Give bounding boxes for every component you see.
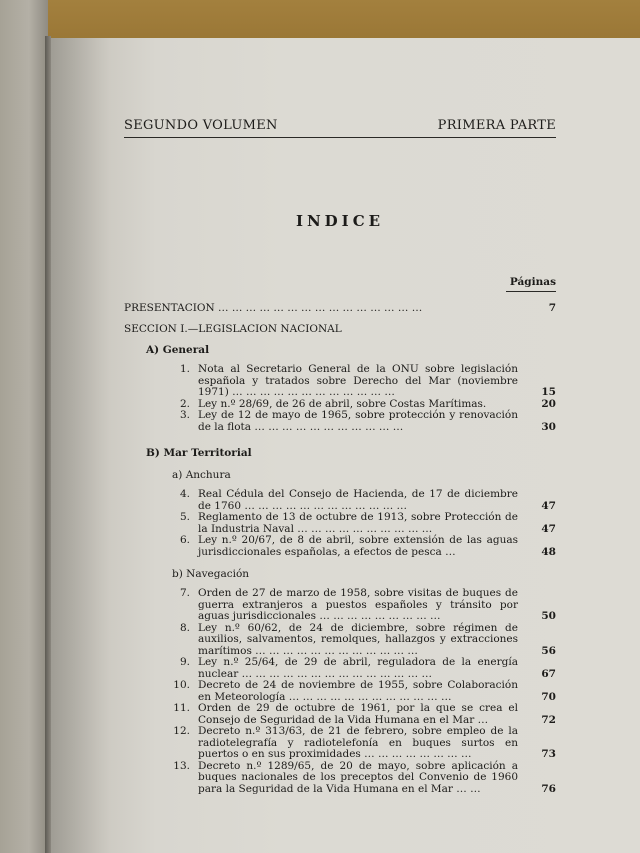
toc-entry bbox=[124, 657, 556, 680]
entries-anchura bbox=[124, 489, 556, 558]
entry-text: Decreto n.º 313/63, de 21 de febrero, sobre empleo de la radiotelegrafía y radiotelefonía en buques surtos en puertos o en sus proximidades … … … … … … … … bbox=[198, 725, 518, 760]
entry-page: 73 bbox=[541, 748, 556, 760]
entry-number: 7. bbox=[179, 587, 190, 599]
entry-number: 6. bbox=[179, 534, 190, 546]
toc-entry-presentacion bbox=[124, 302, 556, 314]
entry-page: 67 bbox=[541, 667, 556, 680]
subgroup-heading-anchura: a) Anchura bbox=[172, 469, 231, 481]
entry-number: 1. bbox=[179, 363, 190, 375]
subgroup-heading-navegacion: b) Navegación bbox=[172, 568, 250, 580]
group-heading-mar-territorial: B) Mar Territorial bbox=[146, 447, 252, 459]
entry-page: 50 bbox=[541, 610, 556, 622]
toc-entry bbox=[124, 623, 556, 658]
entry-number: 5. bbox=[179, 511, 190, 523]
running-head-right: PRIMERA PARTE bbox=[437, 118, 556, 133]
entry-page: 47 bbox=[541, 499, 556, 512]
section-heading: SECCION I.—LEGISLACION NACIONAL bbox=[124, 323, 342, 335]
toc-entry bbox=[124, 410, 556, 433]
toc-entry bbox=[124, 489, 556, 512]
entry-page: 47 bbox=[541, 522, 556, 535]
running-head bbox=[124, 118, 556, 138]
entry-text: Ley de 12 de mayo de 1965, sobre protección y renovación de la flota … … … … … … … … … … … bbox=[198, 409, 518, 433]
entry-page: 48 bbox=[541, 545, 556, 558]
entry-number: 11. bbox=[173, 702, 190, 714]
entries-navegacion bbox=[124, 588, 556, 795]
table-surface bbox=[0, 0, 640, 40]
group-heading-general: A) General bbox=[146, 344, 210, 356]
page-title: INDICE bbox=[295, 212, 385, 230]
entry-number: 8. bbox=[179, 621, 190, 634]
entry-page: 15 bbox=[541, 386, 556, 398]
page-shadow bbox=[50, 38, 110, 853]
entry-page: 20 bbox=[541, 397, 556, 410]
book-gutter bbox=[45, 36, 51, 853]
toc-entry bbox=[124, 703, 556, 726]
entry-number: 2. bbox=[179, 397, 190, 410]
entry-page: 56 bbox=[541, 644, 556, 657]
entry-text: Decreto de 24 de noviembre de 1955, sobre Colaboración en Meteorología … … … … … … … … … … … … bbox=[198, 679, 518, 703]
entry-text: Orden de 29 de octubre de 1961, por la que se crea el Consejo de Seguridad de la Vida Humana en el Mar … bbox=[198, 702, 518, 726]
entry-text: Nota al Secretario General de la ONU sobre legislación española y tratados sobre Derecho del Mar (noviembre 1971) … … … … … … … … … … … … bbox=[198, 363, 518, 398]
toc-entry bbox=[124, 535, 556, 558]
left-page bbox=[0, 0, 48, 853]
entry-text: PRESENTACION … … … … … … … … … … … … … … … bbox=[124, 302, 423, 314]
entry-number: 10. bbox=[173, 679, 190, 691]
entry-number: 9. bbox=[179, 656, 190, 668]
toc-entry bbox=[124, 364, 556, 399]
entry-text: Ley n.º 28/69, de 26 de abril, sobre Costas Marítimas. bbox=[198, 397, 487, 410]
entry-number: 13. bbox=[173, 759, 190, 772]
entry-text: Ley n.º 25/64, de 29 de abril, reguladora de la energía nuclear … … … … … … … … … … … … … … bbox=[198, 656, 518, 680]
entry-text: Reglamento de 13 de octubre de 1913, sobre Protección de la Industria Naval … … … … … … … … … … bbox=[198, 511, 518, 535]
entry-text: Orden de 27 de marzo de 1958, sobre visitas de buques de guerra extranjeros a puestos españoles y tránsito por aguas jurisdiccionales … … … … … … … … … bbox=[198, 587, 518, 622]
pages-column-header bbox=[124, 276, 556, 288]
toc-entry bbox=[124, 588, 556, 623]
entries-general bbox=[124, 364, 556, 433]
entry-number: 12. bbox=[173, 725, 190, 737]
entry-number: 4. bbox=[179, 488, 190, 500]
toc-entry bbox=[124, 761, 556, 796]
index-content bbox=[124, 118, 556, 795]
entry-number: 3. bbox=[179, 409, 190, 421]
entry-text: Ley n.º 60/62, de 24 de diciembre, sobre régimen de auxilios, salvamentos, remolques, hallazgos y extracciones marítimos … … … … … … … … … … … … bbox=[198, 621, 518, 657]
entry-page: 72 bbox=[541, 713, 556, 726]
entry-text: Decreto n.º 1289/65, de 20 de mayo, sobre aplicación a buques nacionales de los preceptos del Convenio de 1960 para la Seguridad de la Vida Humana en el Mar … … bbox=[198, 759, 518, 795]
toc-entry bbox=[124, 512, 556, 535]
toc-entry bbox=[124, 726, 556, 761]
entry-page: 70 bbox=[541, 690, 556, 703]
entry-page: 30 bbox=[541, 420, 556, 433]
pages-label: Páginas bbox=[506, 276, 556, 292]
entry-text: Real Cédula del Consejo de Hacienda, de 17 de diciembre de 1760 … … … … … … … … … … … … bbox=[198, 488, 518, 512]
entry-page: 7 bbox=[548, 302, 556, 314]
toc-entry bbox=[124, 680, 556, 703]
entry-page: 76 bbox=[541, 782, 556, 795]
entry-text: Ley n.º 20/67, de 8 de abril, sobre extensión de las aguas jurisdiccionales españolas, a efectos de pesca … bbox=[198, 534, 518, 558]
running-head-left: SEGUNDO VOLUMEN bbox=[124, 118, 278, 133]
